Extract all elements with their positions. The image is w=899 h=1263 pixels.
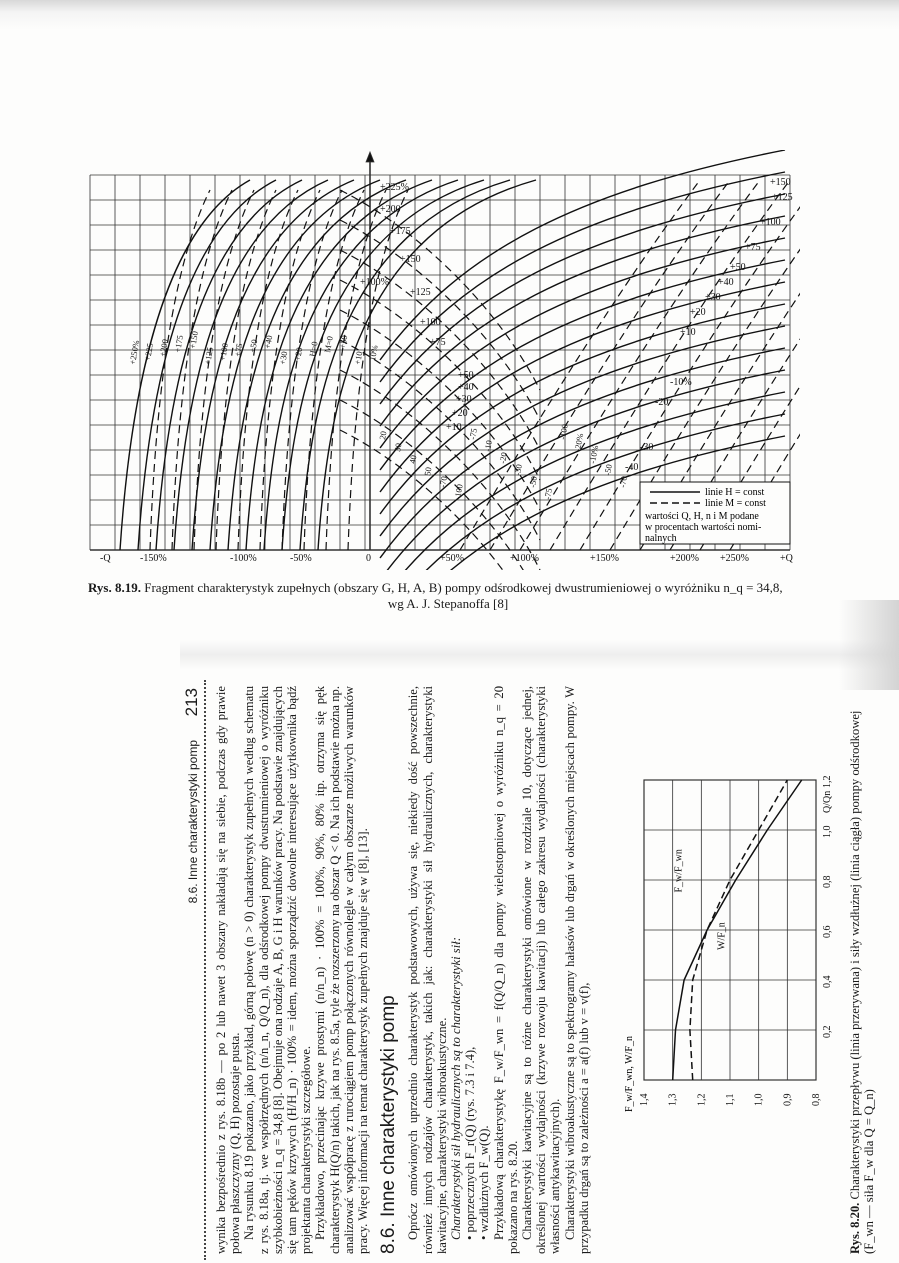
caption19-line1: Fragment charakterystyk zupełnych (obszary G, H, A, B) pompy odśrodkowej dwustrumieniowej o wyróżniku n_q = 34,8,: [144, 580, 783, 595]
body-text: [214, 686, 591, 1254]
axis-tick-label: +100%: [510, 553, 539, 564]
curve-label-right: -30: [640, 442, 654, 453]
axis-tick-label: -100%: [230, 553, 257, 564]
curve-label-mid: +10: [352, 350, 365, 366]
curve-label-mid: -70: [617, 475, 629, 489]
curve-label-mid: -20%: [572, 432, 586, 453]
m-const-curve: [216, 190, 276, 550]
curve-label-mid: +175: [172, 334, 186, 354]
paragraph-5: Charakterystyki sił hydraulicznych są to charakterystyki sił:: [449, 937, 464, 1240]
curve-label-mid: -100: [557, 423, 570, 441]
curve-label-mid: +250%: [127, 339, 142, 366]
curve-label-right: -20: [655, 397, 669, 408]
axis-tick-label: +250%: [720, 553, 749, 564]
curve-label: +100: [420, 317, 441, 328]
curve-label-mid: 20: [377, 430, 389, 441]
curve-label-right: +125: [772, 192, 793, 203]
legend-note3: nalnych: [645, 533, 677, 544]
legend-box: [640, 482, 790, 544]
curve-label-mid: -10%: [587, 444, 601, 465]
curve-label: +100%: [360, 277, 389, 288]
paragraph-8: Charakterystyki wibroakustyczne są to spektrogramy hałasów lub drgań w określonych miejscach pompy. W przypadku drgań są to zależności a = a(f) lub v = v(f),: [562, 686, 591, 1254]
fig20-ytick: 1,0: [753, 1093, 765, 1106]
caption20-title: Rys. 8.20.: [848, 1202, 862, 1254]
curve-label-right: -40: [625, 462, 639, 473]
m-const-curve: [150, 190, 210, 550]
fig20-ytick: 1,1: [725, 1093, 736, 1106]
rotated-page: [180, 680, 890, 1260]
curve-label-mid: -100: [452, 483, 465, 501]
curve-label-mid: +40: [262, 334, 275, 350]
legend-m-line: linie M = const: [705, 498, 766, 509]
curve-label-mid: -70: [437, 475, 449, 489]
paragraph-7: Charakterystyki kawitacyjne są to różne charakterystyki omówione w rozdziale 10, dotyczące jednej, określonej wartości wydajności (krzywe rozwoju kawitacji) lub całego zakresu wydajności (charakterystyki własności antykawitacyjnych).: [520, 686, 563, 1254]
curve-label-mid: +100: [217, 342, 231, 362]
curve-label-mid: +50: [337, 334, 350, 350]
scan-shadow-right: [839, 600, 899, 690]
legend-note2: w procentach wartości nomi-: [645, 522, 762, 533]
bullet-1: • poprzecznych F_r(Q) (rys. 7.3 i 7.4),: [463, 686, 477, 1240]
fig20-ytick: 1,4: [639, 1093, 650, 1106]
paragraph-2: Na rysunku 8.19 pokazano, jako przykład, górną połowę (n > 0) charakterystyk zupełnych według schematu z rys. 8.18a, tj. we współrzędnych (n/n_n, Q/Q_n), dla odśrodkowej pompy dwustrumieniowej o wyróżniku szybkobieżności n_q = 34,8 [8]. Obejmuje ona rodzaje A, B, G i H warunków pracy. Na podstawie znajdujących się tam pęków krzywych (H/H_n) · 100% = idem, można sporządzić dowolne interesujące użytkownika bądź projektanta charakterystyki szczegółowe.: [242, 686, 314, 1254]
caption-8-19: [88, 580, 808, 612]
fig20-ylabel: F_w/F_wn, W/F_n: [624, 1036, 635, 1112]
curve-label-mid: +75: [232, 342, 245, 358]
curve-label-right: +30: [705, 292, 721, 303]
fig20-ytick: 1,3: [667, 1093, 679, 1106]
m-const-curve: [194, 190, 254, 550]
scan-shadow-band: [180, 640, 899, 670]
curve-label-mid: +150: [187, 330, 201, 350]
axis-tick-label: +150%: [590, 553, 619, 564]
caption20-text: Charakterystyki przepływu (linia przerywana) i siły wzdłużnej (linia ciągła) pompy odśrodkowej (F_wn — siła F_w dla Q = Q_n): [848, 710, 877, 1254]
axis-tick-label: -Q: [100, 553, 111, 564]
curve-label-mid: -50: [602, 463, 614, 477]
fig20-xtick: 0,2: [822, 1025, 833, 1038]
curve-label-mid: +20: [292, 346, 305, 362]
caption19-title: Rys. 8.19.: [88, 580, 141, 595]
curve-label: +175: [390, 226, 411, 237]
fig20-ytick: 1,2: [696, 1093, 708, 1106]
page-number: 213: [182, 688, 201, 717]
axis-tick-label: +50%: [440, 553, 464, 564]
fig20-xtick: 0,8: [822, 875, 833, 888]
paragraph-6: Przykładową charakterystykę F_w/F_wn = f(Q/Q_n) dla pompy wielostopniowej o wyróżniku n_q = 20 pokazano na rys. 8.20.: [491, 686, 520, 1254]
curve-label: +225%: [380, 182, 409, 193]
curve-label-right: +20: [690, 307, 706, 318]
caption-8-20: [848, 686, 876, 1254]
caption19-line2: wg A. J. Stepanoffa [8]: [387, 596, 509, 611]
bullet-list: [463, 686, 491, 1254]
curve-label-mid: -50: [527, 475, 539, 489]
curve-label: +20: [452, 408, 468, 419]
legend-h-line: linie H = const: [705, 487, 765, 498]
curve-label-right: -10%: [670, 377, 692, 388]
curve-label: +200: [380, 204, 401, 215]
legend-note1: wartości Q, H, n i M podane: [645, 511, 759, 522]
curve-label: +150: [400, 254, 421, 265]
curve-label-mid: -30: [512, 463, 524, 477]
grid20: [644, 780, 816, 1080]
fig20-ytick: 0,9: [782, 1093, 794, 1106]
curve-label-mid: 50: [422, 466, 434, 477]
curve-label-mid: +125: [202, 346, 216, 366]
m-const-curve: [304, 190, 364, 550]
curve-label-mid: M=0: [322, 335, 335, 354]
ticks20: [639, 776, 833, 1107]
curve-label-mid: 30: [392, 442, 404, 453]
header-rule: [204, 680, 206, 1260]
fig20-xtick: 0,4: [822, 975, 833, 988]
fig20-xtick: 1,0: [822, 825, 833, 838]
h-const-curve-right: [380, 150, 785, 360]
axis-tick-label: -150%: [140, 553, 167, 564]
axis-tick-label: +Q: [780, 553, 793, 564]
curve-label: +50: [458, 370, 474, 381]
curve-label: +125: [410, 287, 431, 298]
fig20-ytick: 0,8: [811, 1093, 822, 1106]
fig20-xtick: Q/Qn: [822, 790, 833, 813]
m-const-curve: [282, 190, 342, 550]
curve-label-right: +40: [718, 277, 734, 288]
fig20-xtick: 0,6: [822, 925, 833, 938]
curve-label-mid: +30: [277, 350, 290, 366]
curve-label: +10: [446, 422, 462, 433]
axis-tick-label: 0: [366, 553, 371, 564]
running-header: 8.6. Inne charakterystyki pomp: [186, 740, 200, 904]
h-const-curve-right: [380, 194, 785, 404]
fig20-curve-label-w: W/F_n: [716, 922, 728, 950]
curve-label-right: +50: [730, 262, 746, 273]
figure-8-20-chart: [620, 760, 840, 1120]
h-const-curve: [228, 180, 406, 550]
curve-label-right: +10: [680, 327, 696, 338]
curve-label-mid: 40: [407, 454, 419, 465]
curve-label-mid: -75: [542, 487, 554, 501]
curve-label-mid: +50: [247, 338, 260, 354]
paragraph-1: wynika bezpośrednio z rys. 8.18b — po 2 lub nawet 3 obszary nakładają się na siebie, podczas gdy prawie połowa płaszczyzny (Q, H) pozostaje pusta.: [214, 686, 243, 1254]
figure-8-19-characteristics: [80, 150, 800, 570]
curve-label-right: +100: [760, 217, 781, 228]
curve-label-mid: 10%: [367, 344, 380, 362]
curve-label-right: +75: [745, 242, 761, 253]
paragraph-3: Przykładowo, przecinając krzywe prostymi (n/n_n) · 100% = 100%, 90%, 80% itp. otrzyma się pęk charakterystyk H(Q/n) takich, jak na rys. 8.5a, tyle że rozszerzony na obszar Q < 0. Na ich podstawie można np. analizować współpracę z rurociągiem pomp połączonych równolegle w całym obszarze możliwych warunków pracy. Więcej informacji na temat charakterystyk zupełnych znajduje się w [8], [13].: [313, 686, 371, 1254]
curve-label: +40: [458, 382, 474, 393]
m-const-curve: [326, 190, 389, 550]
bullet-2: • wzdłużnych F_w(Q).: [477, 686, 491, 1240]
curve-label: +30: [456, 394, 472, 405]
curve-label-mid: +225: [142, 342, 156, 362]
section-heading: 8.6. Inne charakterystyki pomp: [378, 995, 400, 1254]
page-header: [180, 680, 206, 1260]
axis-tick-label: +200%: [670, 553, 699, 564]
m-const-curve: [348, 190, 408, 550]
curve-label-mid: +200: [157, 338, 171, 358]
curve-label-mid: -20: [497, 451, 509, 465]
curve-label-mid: -10: [482, 439, 494, 453]
axis-tick-label: -50%: [290, 553, 312, 564]
curve-label-mid: H=0: [307, 340, 320, 358]
curve-label-right: +150: [770, 177, 791, 188]
curve-label: +75: [430, 337, 446, 348]
paragraph-4: Oprócz omówionych uprzednio charakterystyk podstawowych, używa się, niekiedy dość powszechnie, również innych rodzajów charakterystyk, takich jak: charakterystyki sił hydraulicznych, charakterystyki kawitacyjne, charakterystyki wibroakustyczne.: [406, 686, 449, 1254]
fig20-curve-label-fw: F_w/F_wn: [673, 849, 685, 893]
curve-label-mid: -75: [467, 427, 479, 441]
scan-shadow-top: [0, 0, 899, 30]
axis-arrow-icon: [366, 152, 374, 162]
fig20-xtick: 1,2: [822, 775, 833, 788]
